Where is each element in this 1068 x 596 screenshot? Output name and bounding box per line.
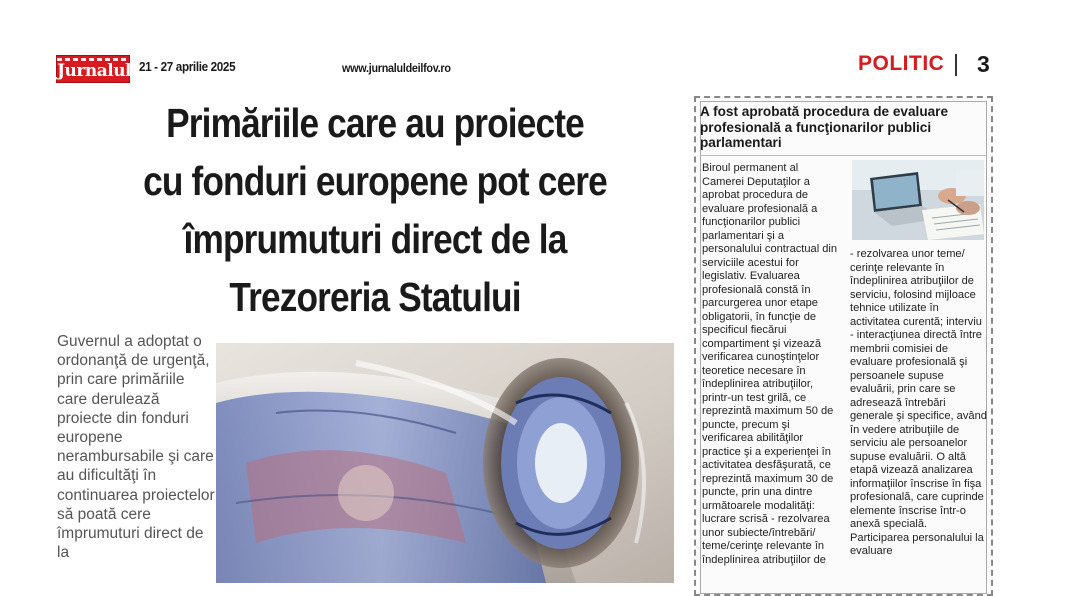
laptop-desk-photo (852, 160, 984, 240)
logo-text: Jurnalul (57, 61, 132, 81)
sidebar-column-2: - rezolvarea unor teme/ cerinţe relevante în îndeplinirea atribuţiilor de serviciu, folosind mijloace tehnice utilizate în activitatea curentă; interviu - interacţiunea directă între membrii comisiei de evaluare profesională şi persoanele supuse evaluării, prin care se adresează întrebări generale şi specifice, având în vedere atribuţiile de serviciu ale persoanelor supuse evaluării. O altă etapă vizează analizarea informaţiilor înscrise în fişa profesională, care cuprinde elemente înscrise într-o anexă specială. Participarea personalului la evaluare (850, 248, 987, 557)
headline-line: împrumuturi direct de la (183, 216, 567, 262)
sidebar-column-1: Biroul permanent al Camerei Deputaţilor a aprobat procedura de evaluare profesională a funcţionarilor publici parlamentari şi a personalului contractual din serviciile acestui for legislativ. Evaluarea profesională constă în parcurgerea unor etape obligatorii, în funcţie de specificul fiecărui compartiment şi vizează verificarea cunoştinţelor teoretice necesare în îndeplinirea atribuţiilor, printr-un test grilă, ce reprezintă maximum 50 de puncte, precum şi verificarea abilităţilor practice şi a experienţei în activitatea desfăşurată, ce reprezintă maximum 30 de puncte, prin una dintre următoarele modalităţi: lucrare scrisă - rezolvarea unor subiecte/întrebări/ teme/cerinţe relevante în îndeplinirea atribuţiilor de (702, 162, 838, 566)
headline-line: Primăriile care au proiecte (166, 100, 584, 146)
headline-line: cu fonduri europene pot cere (143, 158, 607, 204)
page-number: 3 (977, 51, 990, 77)
section-label: POLITIC (858, 52, 945, 75)
article-headline (80, 94, 670, 326)
issue-date: 21 - 27 aprilie 2025 (139, 59, 236, 74)
sidebar-title: A fost aprobată procedura de evaluare profesională a funcţionarilor publici parlamentari (700, 104, 949, 150)
article-lead: Guvernul a adoptat o ordonanţă de urgenţă, prin care primăriile care derulează proiecte din fonduri europene nerambursabile şi care au dificultăţi în continuarea proiectelor să poată cere împrumuturi direct de la (57, 333, 215, 562)
money-jar-photo (216, 343, 674, 583)
newspaper-logo (56, 55, 130, 83)
header-divider (955, 54, 957, 76)
sidebar-divider (700, 155, 986, 156)
headline-line: Trezoreria Statului (229, 274, 521, 320)
website-url: www.jurnaluldeilfov.ro (342, 61, 451, 75)
